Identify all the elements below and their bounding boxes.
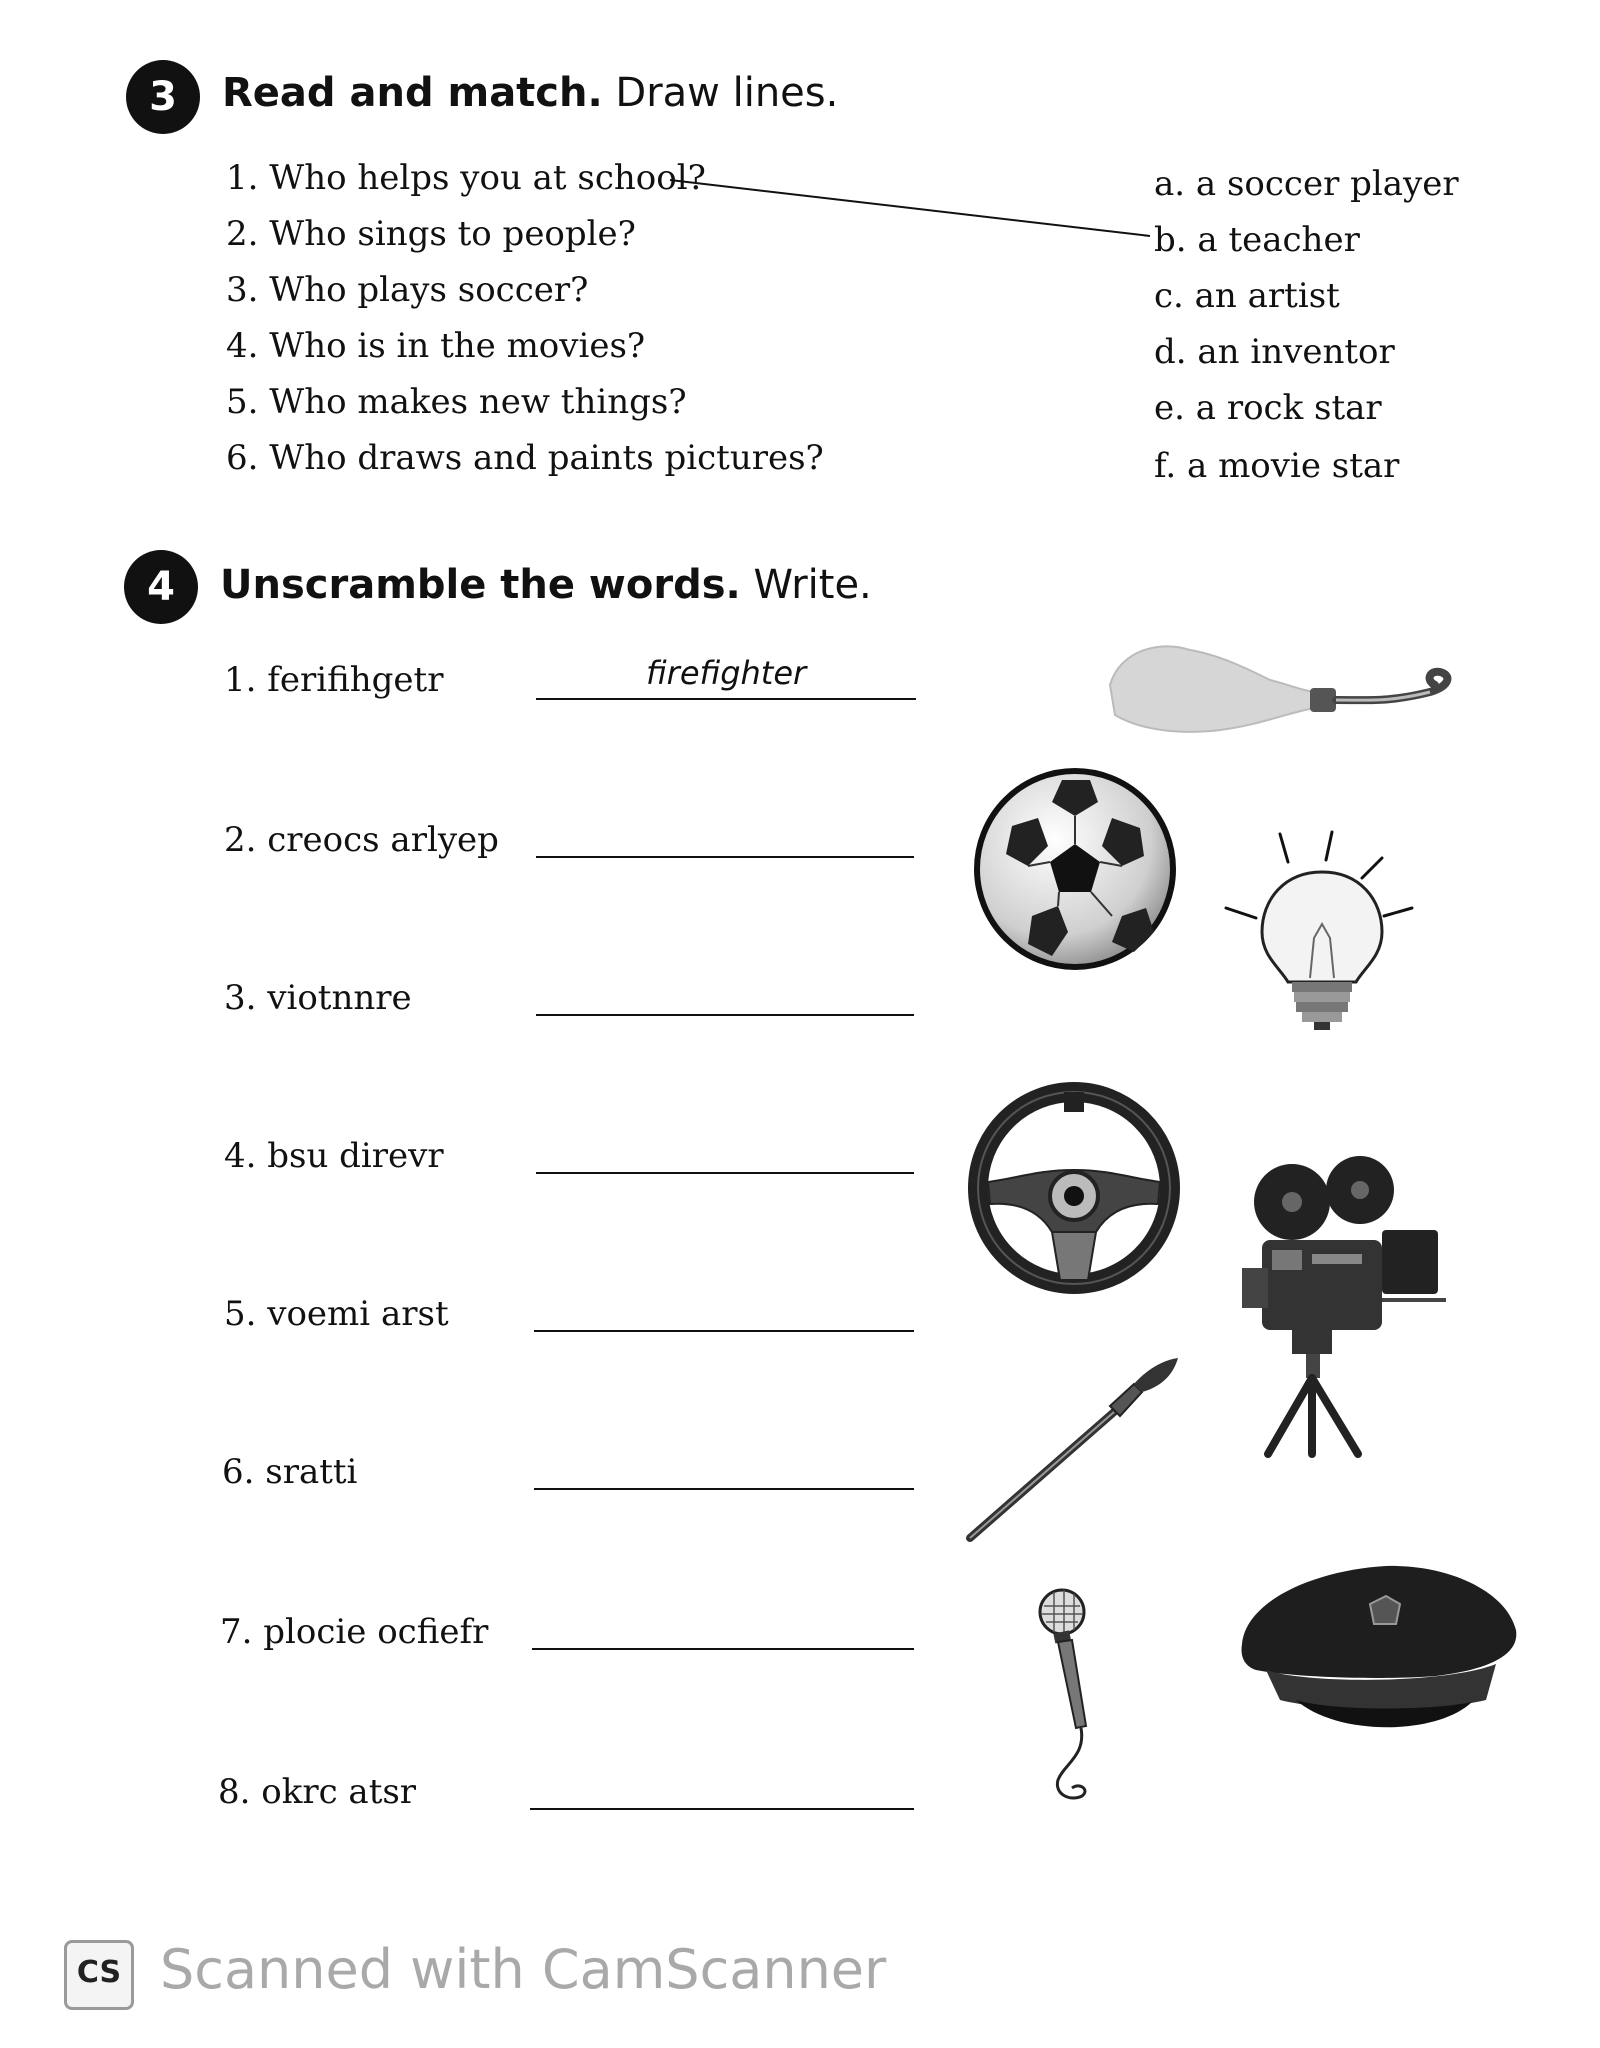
answer-a: a. a soccer player [1154,164,1459,204]
police-hat-icon [1236,1560,1522,1740]
scrambled-word-3: 3. viotnnre [224,978,412,1018]
answer-line-6[interactable] [534,1488,914,1490]
answer-d: d. an inventor [1154,332,1395,372]
answer-c: c. an artist [1154,276,1340,316]
section-4-title-bold: Unscramble the words. [220,562,741,608]
scrambled-word-1: 1. ferifihgetr [224,660,444,700]
paintbrush-icon [964,1354,1184,1544]
camscanner-watermark [64,1936,964,2016]
scrambled-word-2: 2. creocs arlyep [224,820,499,860]
camscanner-logo-icon: CS [64,1940,134,2010]
answer-e: e. a rock star [1154,388,1382,428]
section-3-number: 3 [126,60,200,134]
hose-icon [1100,630,1460,750]
scrambled-word-5: 5. voemi arst [224,1294,449,1334]
answer-line-1-text: firefighter [646,654,807,692]
camscanner-text: Scanned with CamScanner [160,1938,887,2001]
answer-f: f. a movie star [1154,446,1400,486]
answer-line-1[interactable] [536,698,916,700]
light-bulb-icon [1222,828,1422,1038]
answer-line-7[interactable] [532,1648,914,1650]
section-4-heading [220,562,872,608]
question-3: 3. Who plays soccer? [226,270,589,310]
scrambled-word-8: 8. okrc atsr [218,1772,417,1812]
answer-b: b. a teacher [1154,220,1360,260]
section-3-title-bold: Read and match. [222,70,603,116]
section-4-number: 4 [124,550,198,624]
answer-line-5[interactable] [534,1330,914,1332]
question-4: 4. Who is in the movies? [226,326,646,366]
answer-line-8[interactable] [530,1808,914,1810]
question-1: 1. Who helps you at school? [226,158,706,198]
question-6: 6. Who draws and paints pictures? [226,438,824,478]
answer-line-2[interactable] [536,856,914,858]
answer-line-3[interactable] [536,1014,914,1016]
question-5: 5. Who makes new things? [226,382,687,422]
section-3-title-rest: Draw lines. [602,70,839,116]
scrambled-word-7: 7. plocie ocfiefr [220,1612,489,1652]
steering-wheel-icon [968,1082,1180,1294]
microphone-icon [1024,1586,1124,1826]
answer-line-4[interactable] [536,1172,914,1174]
movie-camera-icon [1232,1150,1452,1460]
question-2: 2. Who sings to people? [226,214,636,254]
scrambled-word-6: 6. sratti [222,1452,358,1492]
scrambled-word-4: 4. bsu direvr [224,1136,444,1176]
match-line-example [0,0,1600,300]
soccer-ball-icon [972,766,1178,972]
section-4-title-rest: Write. [740,562,872,608]
